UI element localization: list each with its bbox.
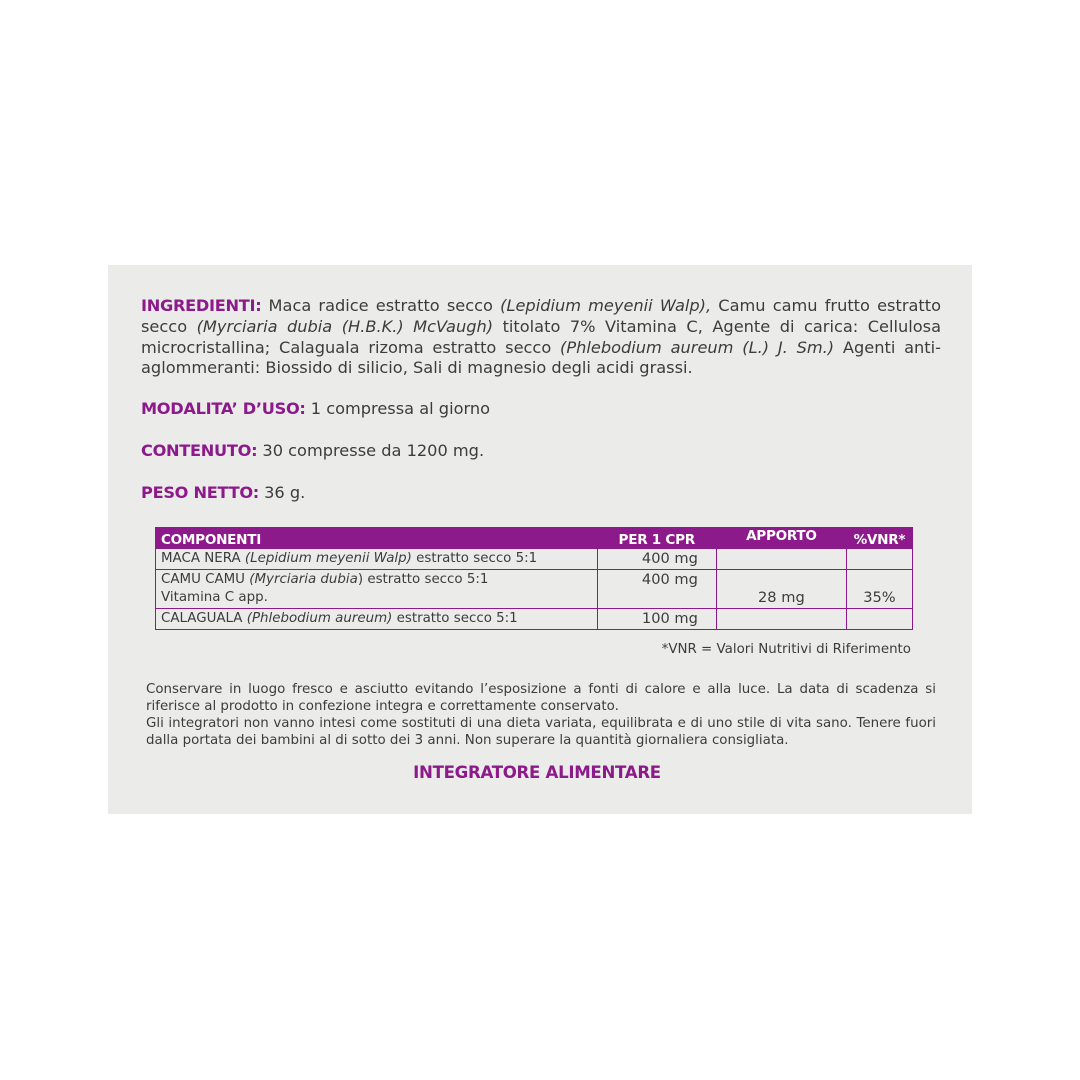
usage-value: 1 compressa al giorno [305,399,491,418]
ingredients-paragraph [141,296,941,379]
usage-line [141,399,941,420]
header-apporto: APPORTO [716,528,846,549]
header-vnr: %VNR* [846,528,912,549]
usage-label: MODALITA’ D’USO: [141,399,306,418]
vnr-value [846,609,912,630]
product-category-title: INTEGRATORE ALIMENTARE [413,763,661,782]
label-panel [108,265,972,814]
component-sub-line: Vitamina C app. [161,590,268,605]
component-name [156,570,598,609]
component-latin-name: (Myrciaria dubia [249,572,358,587]
component-latin-name: (Lepidium meyenii Walp) [244,551,412,566]
table-header-row [156,528,913,549]
table-row [156,570,913,609]
component-extract-text: estratto secco 5:1 [411,551,538,566]
component-name-text: MACA NERA [161,551,245,566]
storage-text: Conservare in luogo fresco e asciutto evitando l’esposizione a fonti di calore e alla luce. La data di scadenza si riferisce al prodotto in confezione integra e correttamente conservato. [146,682,936,714]
net-weight-value: 36 g. [258,483,306,502]
ingredients-italic-3: (Phlebodium aureum (L.) J. Sm.) [560,337,835,357]
ingredients-text-3: titolato 7% Vitamina C, Agente di carica: Cellulosa microcristallina; Calaguala rizoma estratto secco [141,316,941,357]
vnr-value [846,549,912,570]
storage-warnings [146,681,936,749]
apporto-value [716,549,846,570]
component-name [156,549,598,570]
per-cpr-value: 400 mg [597,549,716,570]
content-label: CONTENUTO: [141,441,258,460]
per-cpr-value: 100 mg [597,609,716,630]
ingredients-label: INGREDIENTI: [141,296,262,315]
ingredients-text-1: Maca radice estratto secco [261,296,501,315]
header-per-cpr: PER 1 CPR [597,528,716,549]
vnr-footnote: *VNR = Valori Nutritivi di Riferimento [661,642,911,657]
apporto-value: 28 mg [716,570,846,609]
ingredients-text-4: Agenti anti-aglommeranti: Biossido di silicio, Sali di magnesio degli acidi grassi. [141,337,941,378]
header-componenti: COMPONENTI [156,528,598,549]
warning-text: Gli integratori non vanno intesi come sostituti di una dieta variata, equilibrata e di uno stile di vita sano. Tenere fuori dalla portata dei bambini al di sotto dei 3 anni. Non superare la quantità giornaliera consigliata. [146,716,936,748]
ingredients-italic-2: (Myrciaria dubia (H.B.K.) McVaugh) [196,316,494,336]
ingredients-text-2: Camu camu frutto estratto secco [141,296,941,336]
content-line [141,441,941,462]
component-name-text: CAMU CAMU [161,572,250,587]
net-weight-line [141,483,941,504]
component-name-text: CALAGUALA [161,611,247,626]
table-row [156,609,913,630]
apporto-value [716,609,846,630]
components-table [155,527,913,630]
ingredients-italic-1: (Lepidium meyenii Walp), [500,296,712,315]
component-name [156,609,598,630]
net-weight-label: PESO NETTO: [141,483,259,502]
table-row [156,549,913,570]
vnr-value: 35% [846,570,912,609]
component-extract-text: estratto secco 5:1 [392,611,518,626]
per-cpr-value: 400 mg [597,570,716,609]
component-extract-text: ) estratto secco 5:1 [357,572,489,587]
component-latin-name: (Phlebodium aureum) [246,611,393,626]
content-value: 30 compresse da 1200 mg. [257,441,485,460]
